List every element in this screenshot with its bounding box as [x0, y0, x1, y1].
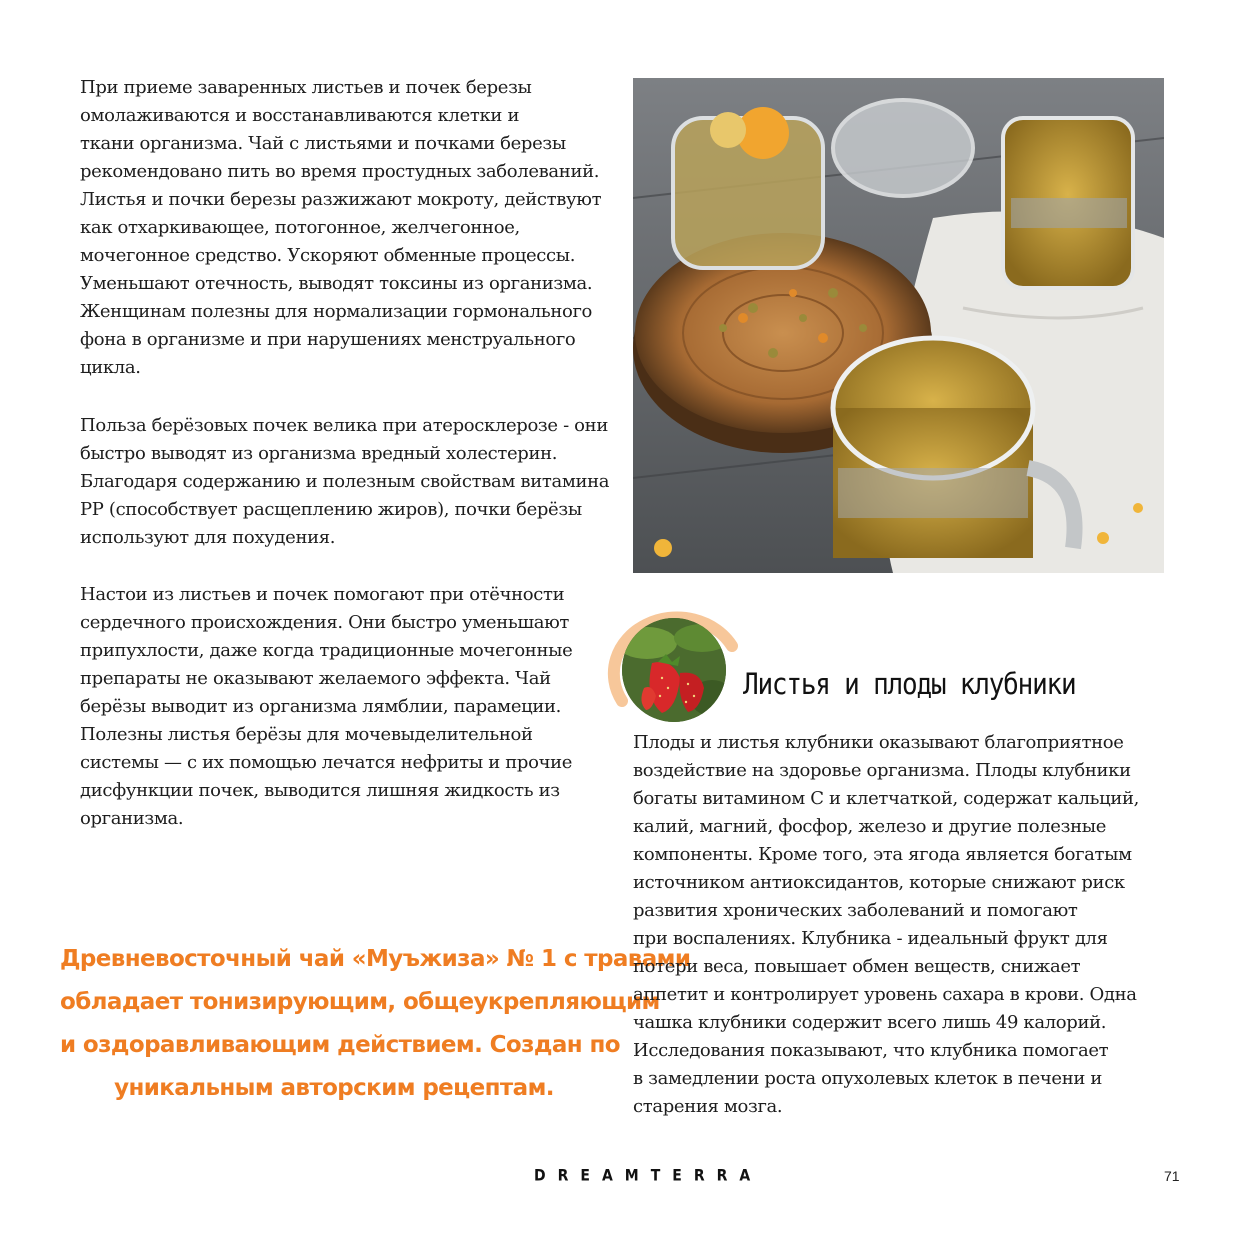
text-line: Благодаря содержанию и полезным свойствам витамина: [80, 471, 610, 492]
promo-line: Древневосточный чай «Муъжиза» № 1 с травами: [60, 946, 691, 972]
text-line: ткани организма. Чай с листьями и почками березы: [80, 133, 566, 154]
text-line: чашка клубники содержит всего лишь 49 калорий.: [633, 1012, 1107, 1033]
text-line: организма.: [80, 808, 184, 829]
text-line: препараты не оказывают желаемого эффекта. Чай: [80, 668, 551, 689]
text-line: как отхаркивающее, потогонное, желчегонное,: [80, 217, 520, 238]
paragraph-strawberry: [633, 729, 1139, 1121]
text-line: Женщинам полезны для нормализации гормонального: [80, 301, 593, 322]
text-line: Полезны листья берёзы для мочевыделительной: [80, 724, 533, 745]
strawberry-thumbnail: [622, 618, 726, 722]
text-line: при воспалениях. Клубника - идеальный фрукт для: [633, 928, 1108, 949]
text-line: берёзы выводит из организма лямблии, парамеции.: [80, 696, 562, 717]
text-line: калий, магний, фосфор, железо и другие полезные: [633, 816, 1107, 837]
strawberry-illustration: [622, 618, 726, 722]
text-line: в замедлении роста опухолевых клеток в печени и: [633, 1068, 1103, 1089]
text-line: старения мозга.: [633, 1096, 783, 1117]
text-line: потери веса, повышает обмен веществ, снижает: [633, 956, 1081, 977]
text-line: Листья и почки березы разжижают мокроту, действуют: [80, 189, 602, 210]
text-line: омолаживаются и восстанавливаются клетки и: [80, 105, 520, 126]
text-line: Исследования показывают, что клубника помогает: [633, 1040, 1109, 1061]
page-number: 71: [1164, 1168, 1180, 1184]
text-line: системы — с их помощью лечатся нефриты и прочие: [80, 752, 573, 773]
text-line: источником антиоксидантов, которые снижают риск: [633, 872, 1125, 893]
text-line: цикла.: [80, 357, 141, 378]
promo-line: и оздоравливающим действием. Создан по: [60, 1032, 620, 1058]
paragraph-birch-benefits: [80, 74, 601, 382]
text-line: богаты витамином С и клетчаткой, содержат кальций,: [633, 788, 1139, 809]
text-line: аппетит и контролирует уровень сахара в крови. Одна: [633, 984, 1137, 1005]
text-line: дисфункции почек, выводится лишняя жидкость из: [80, 780, 560, 801]
text-line: Плоды и листья клубники оказывают благоприятное: [633, 732, 1124, 753]
text-line: воздействие на здоровье организма. Плоды клубники: [633, 760, 1131, 781]
text-line: быстро выводят из организма вредный холестерин.: [80, 443, 558, 464]
text-line: При приеме заваренных листьев и почек березы: [80, 77, 532, 98]
text-line: Уменьшают отечность, выводят токсины из организма.: [80, 273, 593, 294]
text-line: РР (способствует расщеплению жиров), почки берёзы: [80, 499, 582, 520]
text-line: компоненты. Кроме того, эта ягода является богатым: [633, 844, 1132, 865]
herbal-tea-photo: [633, 78, 1164, 573]
promo-text: [60, 938, 691, 1110]
paragraph-infusions: [80, 581, 572, 833]
text-line: рекомендовано пить во время простудных заболеваний.: [80, 161, 600, 182]
text-line: развития хронических заболеваний и помогают: [633, 900, 1078, 921]
brand-logo: DREAMTERRA: [534, 1166, 763, 1186]
text-line: Настои из листьев и почек помогают при отёчности: [80, 584, 565, 605]
paragraph-birch-buds: [80, 412, 609, 552]
text-line: Польза берёзовых почек велика при атеросклерозе - они: [80, 415, 608, 436]
tea-photo-illustration: [633, 78, 1164, 573]
text-line: используют для похудения.: [80, 527, 336, 548]
text-line: сердечного происхождения. Они быстро уменьшают: [80, 612, 570, 633]
text-line: фона в организме и при нарушениях менструального: [80, 329, 576, 350]
section-title: Листья и плоды клубники: [743, 668, 1076, 702]
promo-line: обладает тонизирующим, общеукрепляющим: [60, 989, 660, 1015]
text-line: мочегонное средство. Ускоряют обменные процессы.: [80, 245, 576, 266]
promo-line: уникальным авторским рецептам.: [114, 1075, 554, 1101]
text-line: припухлости, даже когда традиционные мочегонные: [80, 640, 573, 661]
